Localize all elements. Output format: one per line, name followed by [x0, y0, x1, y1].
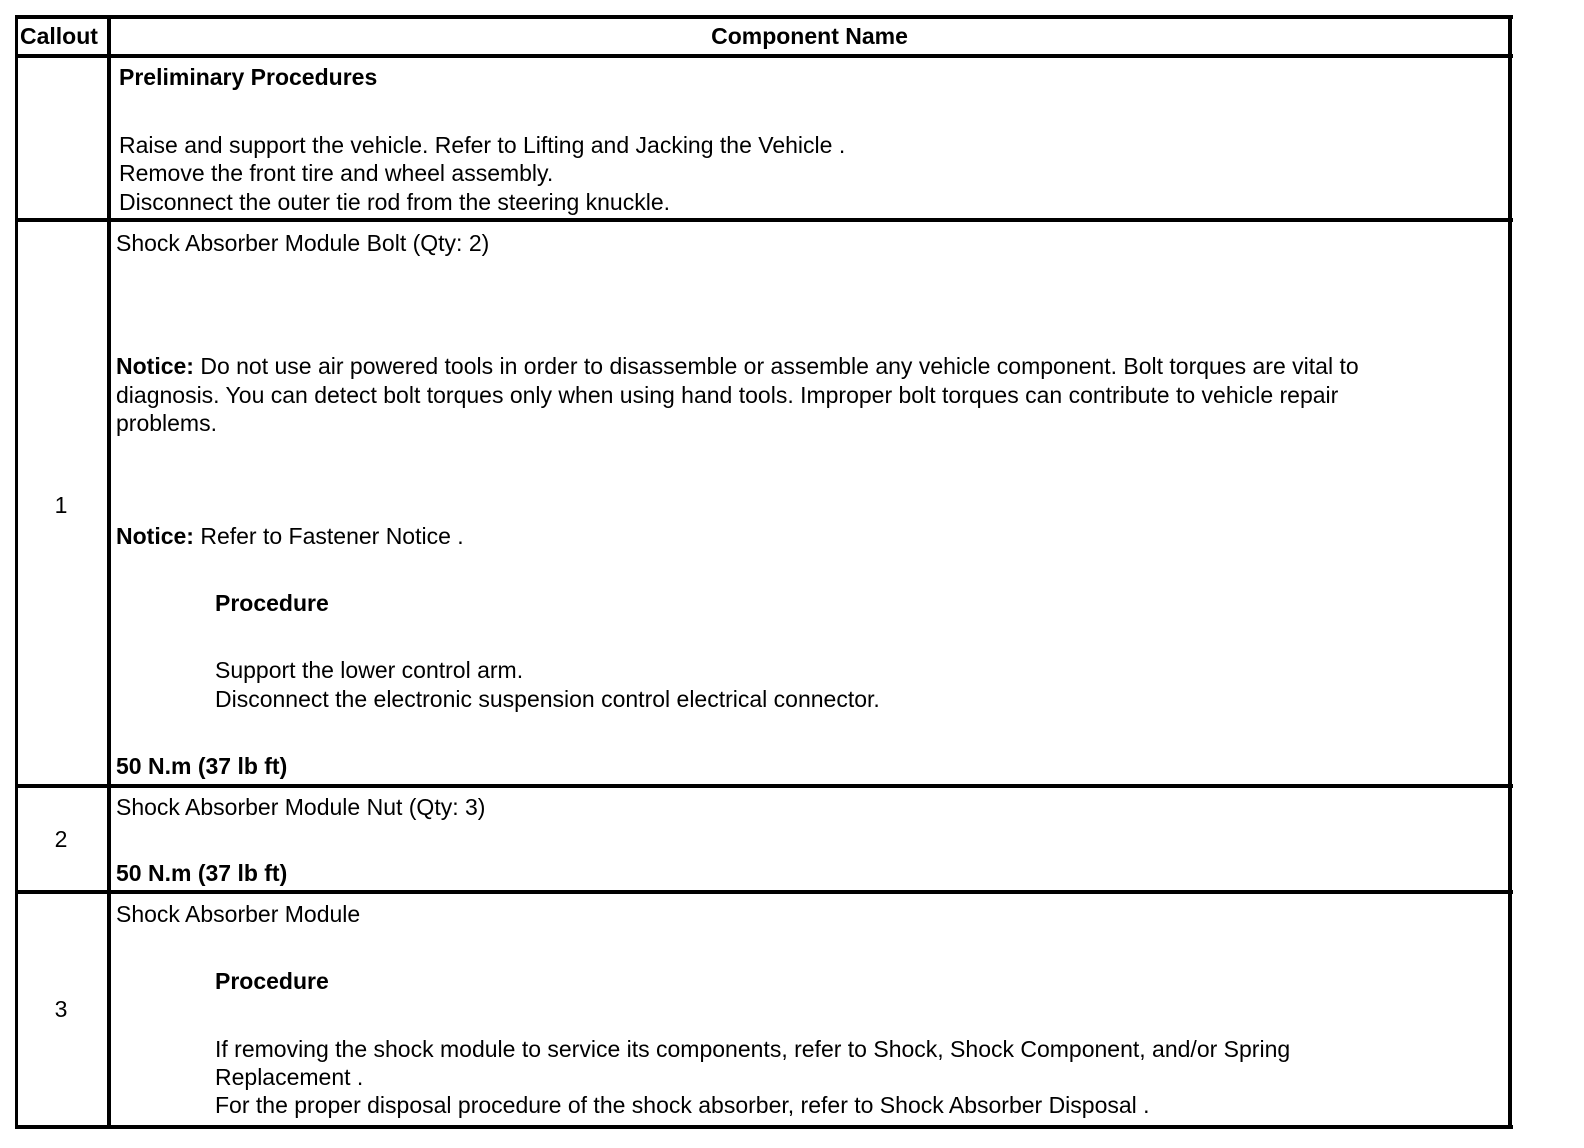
preliminary-step: Remove the front tire and wheel assembly.: [119, 160, 554, 186]
header-component-name: Component Name: [711, 23, 908, 49]
table-border-top: [15, 15, 1513, 19]
row-divider-2: [15, 890, 1513, 894]
component-name: Shock Absorber Module: [116, 901, 361, 927]
header-callout: Callout: [20, 23, 98, 49]
table-border-right: [1508, 15, 1512, 1129]
notice-label: Notice:: [116, 523, 194, 549]
table-border-left: [15, 15, 18, 1129]
callout-number: 2: [54, 826, 68, 852]
notice-text: diagnosis. You can detect bolt torques only when using hand tools. Improper bolt torques can contribute to vehicle repair: [116, 382, 1339, 408]
preliminary-title: Preliminary Procedures: [119, 64, 378, 90]
callout-number: 3: [54, 996, 68, 1022]
notice-text: Notice: Do not use air powered tools in order to disassemble or assemble any vehicle component. Bolt torques are vital to: [116, 353, 1359, 379]
torque-spec: 50 N.m (37 lb ft): [116, 860, 288, 886]
procedure-step: Replacement .: [215, 1064, 364, 1090]
preliminary-step: Disconnect the outer tie rod from the steering knuckle.: [119, 189, 671, 215]
procedure-step: For the proper disposal procedure of the shock absorber, refer to Shock Absorber Disposal .: [215, 1092, 1150, 1118]
callout-number: 1: [54, 492, 68, 518]
component-name: Shock Absorber Module Nut (Qty: 3): [116, 794, 486, 820]
procedure-title: Procedure: [215, 590, 329, 616]
notice-text: problems.: [116, 410, 217, 436]
procedure-title: Procedure: [215, 968, 329, 994]
notice-text: Notice: Refer to Fastener Notice .: [116, 523, 464, 549]
procedure-step: Disconnect the electronic suspension control electrical connector.: [215, 686, 880, 712]
procedure-step: If removing the shock module to service its components, refer to Shock, Shock Component, and/or Spring: [215, 1036, 1291, 1062]
column-divider: [107, 15, 111, 1129]
table-border-bottom: [15, 1125, 1513, 1129]
component-table: [15, 15, 1513, 1135]
procedure-step: Support the lower control arm.: [215, 657, 524, 683]
notice-label: Notice:: [116, 353, 194, 379]
row-divider-1: [15, 784, 1513, 788]
preliminary-step: Raise and support the vehicle. Refer to Lifting and Jacking the Vehicle .: [119, 132, 846, 158]
row-divider-preliminary: [15, 218, 1513, 222]
torque-spec: 50 N.m (37 lb ft): [116, 753, 288, 779]
component-name: Shock Absorber Module Bolt (Qty: 2): [116, 230, 490, 256]
header-divider: [15, 54, 1513, 58]
